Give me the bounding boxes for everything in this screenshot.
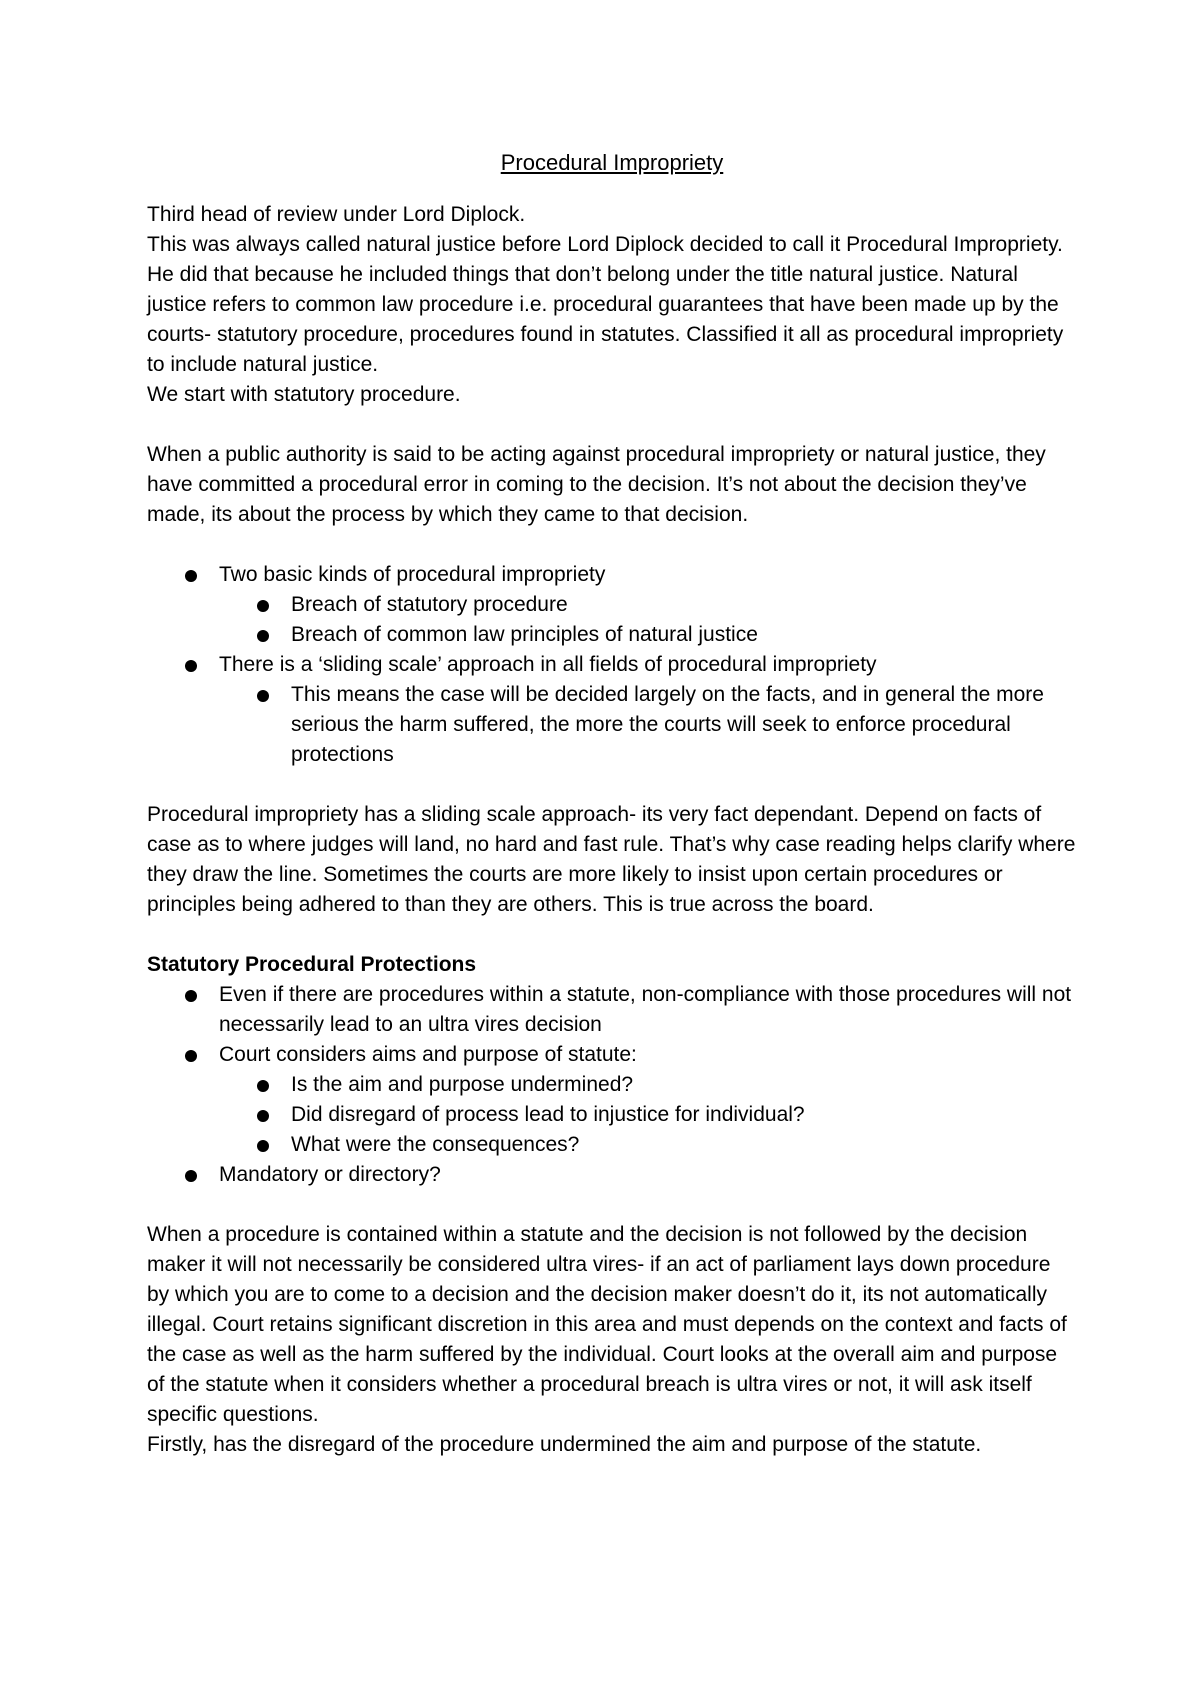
paragraph-procedure: When a procedure is contained within a statute and the decision is not followed by the decision maker it will not necessarily be considered ultra vires- if an act of parliament lays down procedure by which you are to come to a decision and the decision maker doesn’t do it, its not automatically illegal. Court retains significant discretion in this area and must depends on the context and facts of the case as well as the harm suffered by the individual. Court looks at the overall aim and purpose of the statute when it considers whether a procedural breach is ultra vires or not, it will ask itself specific questions. bbox=[147, 1223, 1067, 1426]
list-item: What were the consequences? bbox=[219, 1130, 1077, 1160]
intro-line-3: We start with statutory procedure. bbox=[147, 383, 461, 406]
sub-bullet-list bbox=[219, 680, 1077, 770]
paragraph-firstly: Firstly, has the disregard of the procedure undermined the aim and purpose of the statute. bbox=[147, 1433, 982, 1456]
document-page bbox=[147, 148, 1077, 1460]
spacer bbox=[147, 410, 1077, 440]
paragraph-sliding-scale: Procedural impropriety has a sliding scale approach- its very fact dependant. Depend on facts of case as to where judges will land, no hard and fast rule. That’s why case reading helps clarify where they draw the line. Sometimes the courts are more likely to insist upon certain procedures or principles being adhered to than they are others. This is true across the board. bbox=[147, 803, 1076, 916]
spacer bbox=[147, 770, 1077, 800]
list-item: Did disregard of process lead to injustice for individual? bbox=[219, 1100, 1077, 1130]
section-heading-statutory: Statutory Procedural Protections bbox=[147, 953, 477, 976]
list-item: Mandatory or directory? bbox=[147, 1160, 1077, 1190]
list-item: Even if there are procedures within a statute, non-compliance with those procedures will not necessarily lead to an ultra vires decision bbox=[147, 980, 1077, 1040]
list-item bbox=[147, 650, 1077, 770]
list-item: Is the aim and purpose undermined? bbox=[219, 1070, 1077, 1100]
list-item-text: Court considers aims and purpose of statute: bbox=[219, 1043, 637, 1066]
spacer bbox=[147, 530, 1077, 560]
sub-bullet-list bbox=[219, 1070, 1077, 1160]
list-item: This means the case will be decided largely on the facts, and in general the more serious the harm suffered, the more the courts will seek to enforce procedural protections bbox=[219, 680, 1077, 770]
list-item bbox=[147, 1040, 1077, 1160]
list-item bbox=[147, 560, 1077, 650]
list-item-text: There is a ‘sliding scale’ approach in all fields of procedural impropriety bbox=[219, 653, 877, 676]
spacer bbox=[147, 920, 1077, 950]
bullet-list-statutory bbox=[147, 980, 1077, 1190]
paragraph-public-authority: When a public authority is said to be acting against procedural impropriety or natural justice, they have committed a procedural error in coming to the decision. It’s not about the decision they’ve made, its about the process by which they came to that decision. bbox=[147, 443, 1046, 526]
sub-bullet-list bbox=[219, 590, 1077, 650]
page-title: Procedural Impropriety bbox=[500, 150, 724, 175]
list-item: Breach of statutory procedure bbox=[219, 590, 1077, 620]
intro-line-1: Third head of review under Lord Diplock. bbox=[147, 203, 526, 226]
intro-paragraph: This was always called natural justice before Lord Diplock decided to call it Procedural Impropriety. He did that because he included things that don’t belong under the title natural justice. Natural justice refers to common law procedure i.e. procedural guarantees that have been made up by the courts- statutory procedure, procedures found in statutes. Classified it all as procedural impropriety to include natural justice. bbox=[147, 233, 1064, 376]
list-item: Breach of common law principles of natural justice bbox=[219, 620, 1077, 650]
list-item-text: Two basic kinds of procedural impropriety bbox=[219, 563, 606, 586]
spacer bbox=[147, 1190, 1077, 1220]
bullet-list-kinds bbox=[147, 560, 1077, 770]
